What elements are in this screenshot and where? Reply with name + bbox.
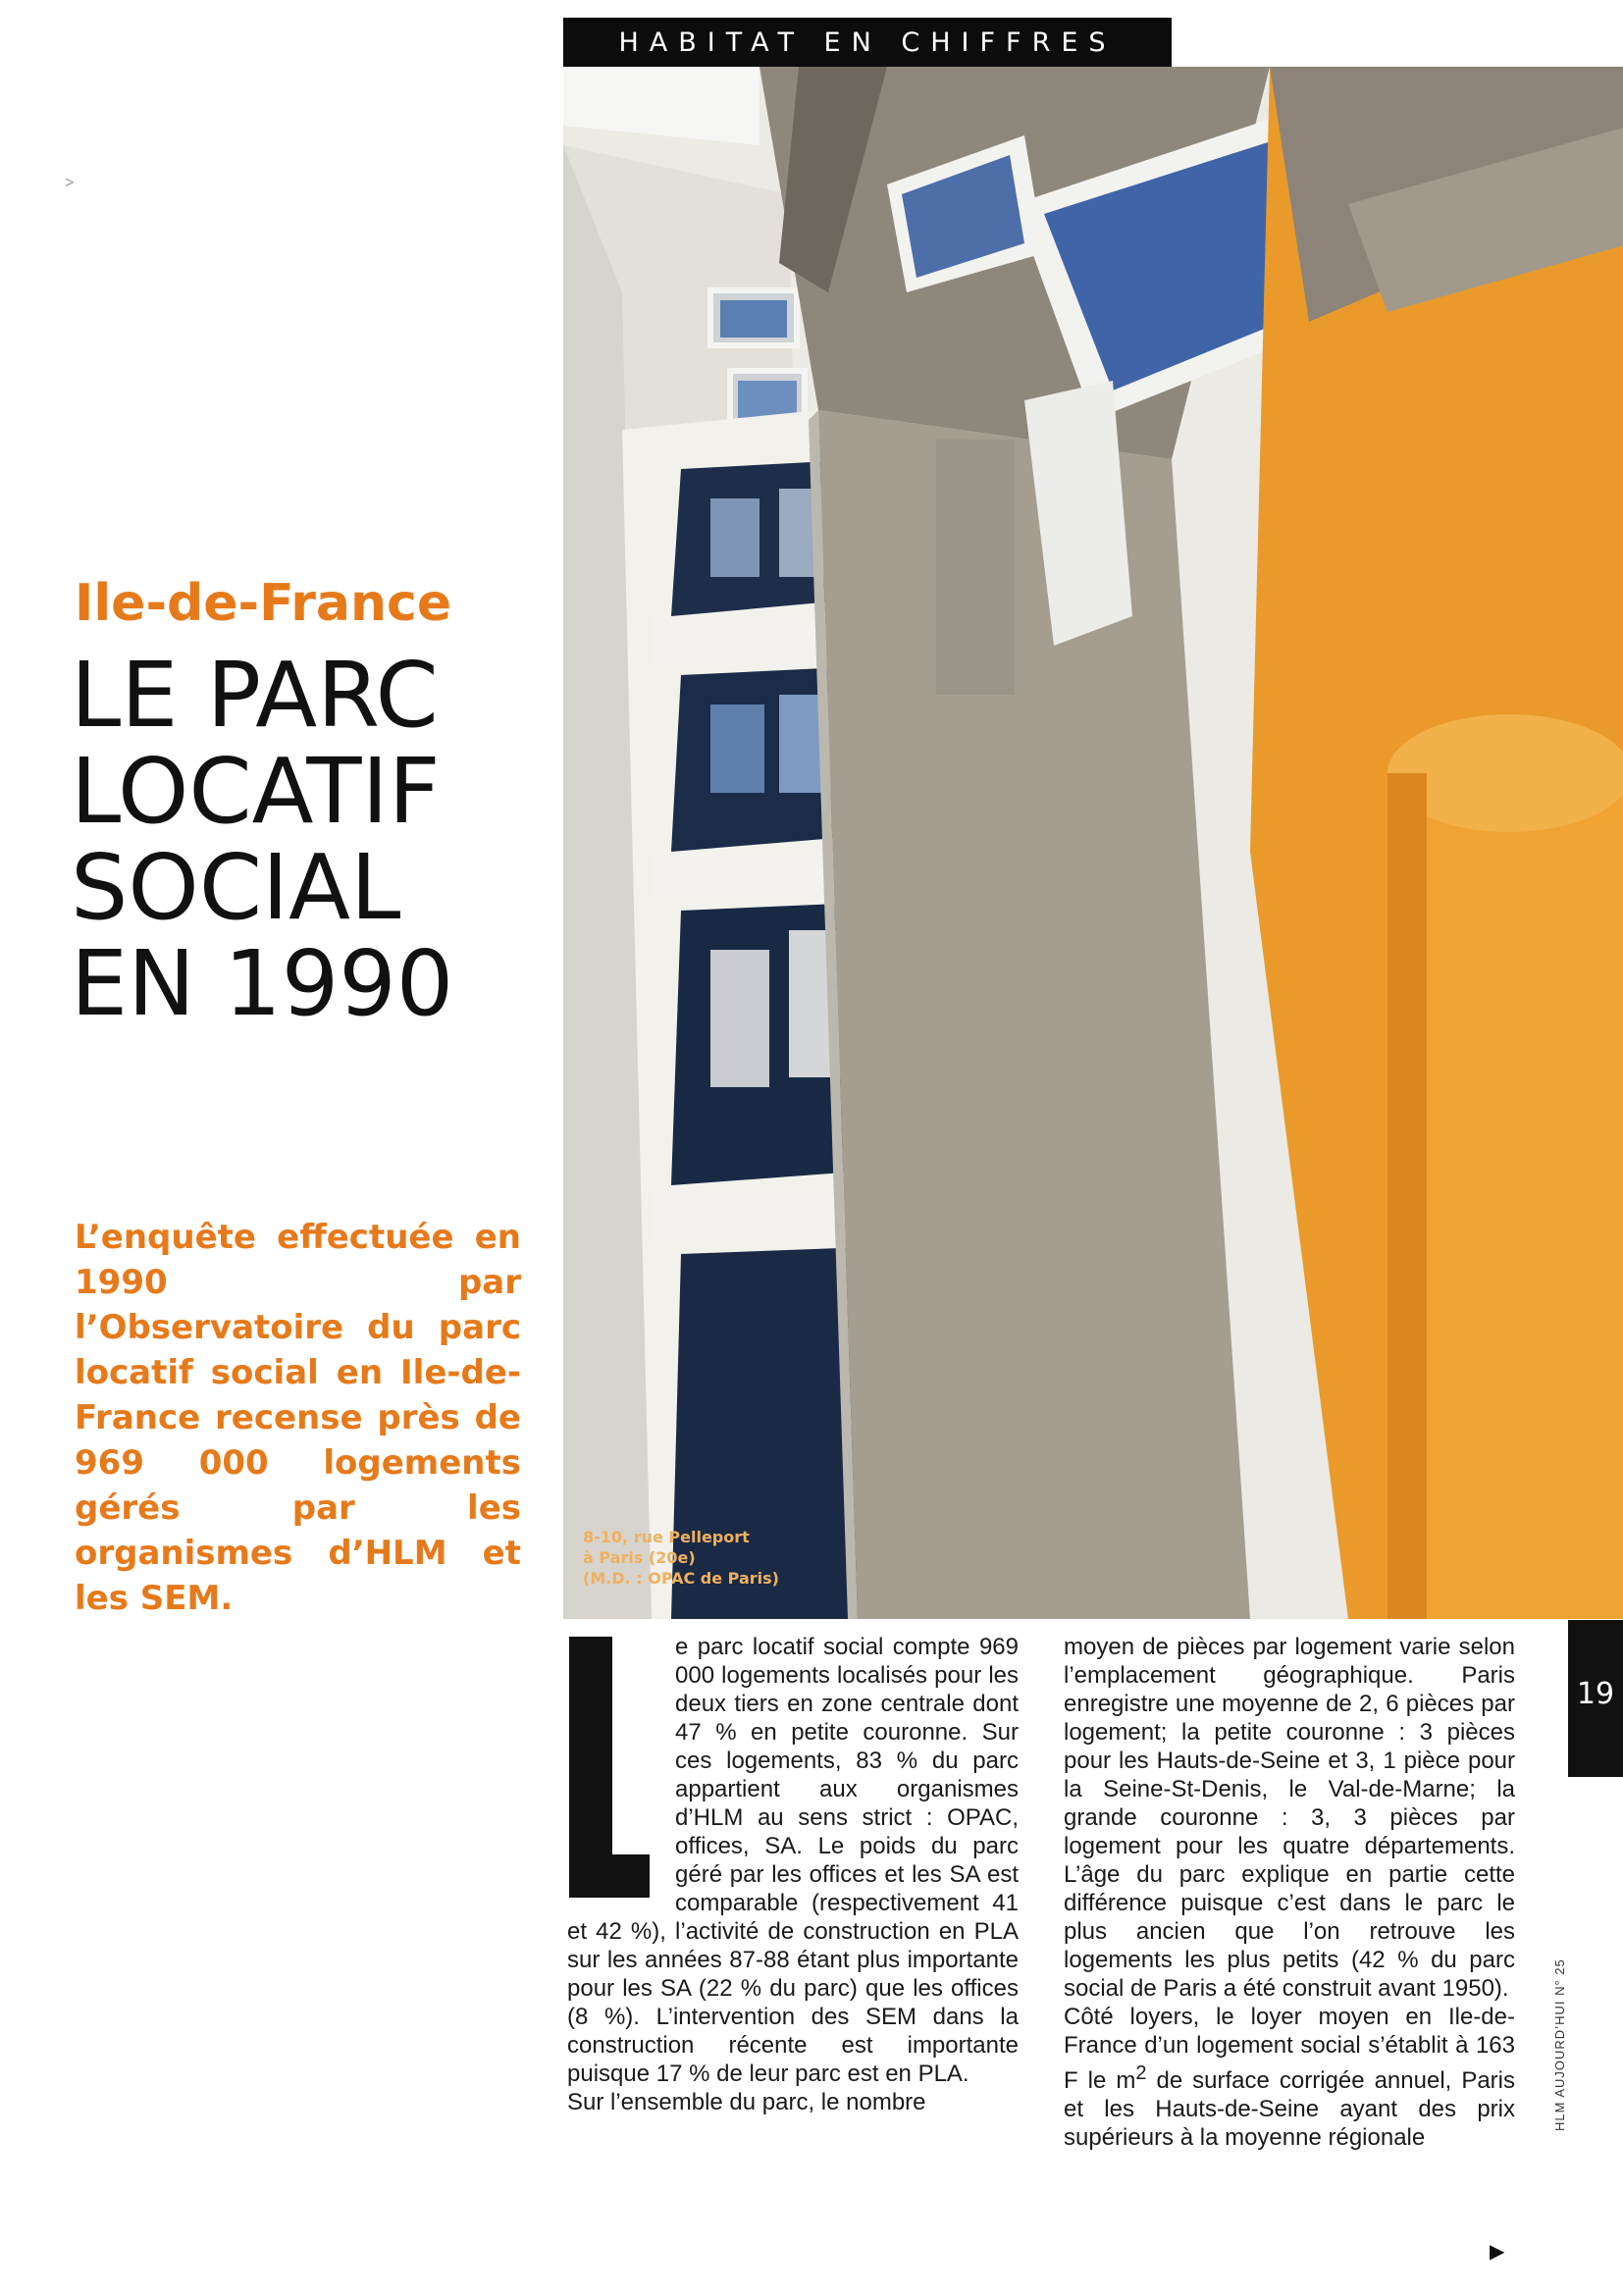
title-line: EN 1990 bbox=[71, 931, 454, 1036]
photo-caption bbox=[583, 1527, 838, 1589]
page-number bbox=[1568, 1620, 1623, 1777]
drop-cap-foot bbox=[569, 1854, 650, 1898]
page-number-text: 19 bbox=[1576, 1677, 1615, 1711]
column2-text: de surface corrigée annuel, Paris et les Hauts-de-Seine ayant des prix supérieurs à la moyenne régionale bbox=[1064, 2067, 1515, 2151]
column1-paragraph: Sur l’ensemble du parc, le nombre bbox=[567, 2089, 926, 2115]
article-column-2 bbox=[1064, 1633, 1515, 2152]
drop-cap bbox=[569, 1637, 650, 1898]
column1-paragraph: e parc locatif social compte 969 000 logements localisés pour les deux tiers en zone centrale dont 47 % en petite couronne. Sur ces logements, 83 % du parc appartient aux organismes d’HLM au sens strict : OPAC, offices, SA. Le poids du parc géré par les offices et les SA est comparable (respectivement 41 et 42 %), l’activité de construction en PLA sur les années 87-88 étant plus importante pour les SA (22 % du parc) que les offices (8 %). L’intervention des SEM dans la construction récente est importante puisque 17 % de leur parc est en PLA. bbox=[567, 1634, 1019, 2087]
section-banner: HABITAT EN CHIFFRES bbox=[563, 18, 1172, 67]
caption-line: 8-10, rue Pelleport bbox=[583, 1528, 750, 1546]
column2-paragraph bbox=[1064, 2004, 1515, 2151]
magazine-label-text: HLM AUJOURD’HUI N° 25 bbox=[1552, 1958, 1567, 2131]
stray-mark: > bbox=[65, 175, 75, 191]
building-photo bbox=[563, 67, 1623, 1619]
caption-line: à Paris (20e) bbox=[583, 1548, 696, 1567]
building-photo-illustration bbox=[563, 67, 1623, 1619]
article-kicker: Ile-de-France bbox=[75, 574, 452, 633]
superscript: 2 bbox=[1135, 2062, 1147, 2084]
continue-arrow-icon: ▶ bbox=[1490, 2241, 1505, 2263]
caption-line: (M.D. : OPAC de Paris) bbox=[583, 1569, 779, 1588]
article-column-1 bbox=[567, 1633, 1019, 2116]
column2-text: Côté loyers, le loyer moyen en Ile-de-France d’un logement social s’établit à 163 F le m bbox=[1064, 2004, 1515, 2094]
article-lede: L’enquête effectuée en 1990 par l’Observatoire du parc locatif social en Ile-de-France recense près de 969 000 logements gérés par les organismes d’HLM et les SEM. bbox=[75, 1218, 521, 1618]
title-line: LE PARC bbox=[71, 643, 439, 748]
column2-paragraph: moyen de pièces par logement varie selon l’emplacement géographique. Paris enregistre une moyenne de 2, 6 pièces par logement; la petite couronne : 3 pièces pour les Hauts-de-Seine et 3, 1 pièce pour la Seine-St-Denis, le Val-de-Marne; la grande couronne : 3, 3 pièces par logement pour les quatre départements. L’âge du parc explique en partie cette différence puisque c’est dans le parc le plus ancien que l’on retrouve les logements les plus petits (42 % du parc social de Paris a été construit avant 1950). bbox=[1064, 1634, 1515, 2002]
article-title bbox=[71, 643, 532, 1036]
title-line: SOCIAL bbox=[71, 835, 401, 940]
title-line: LOCATIF bbox=[71, 739, 441, 844]
